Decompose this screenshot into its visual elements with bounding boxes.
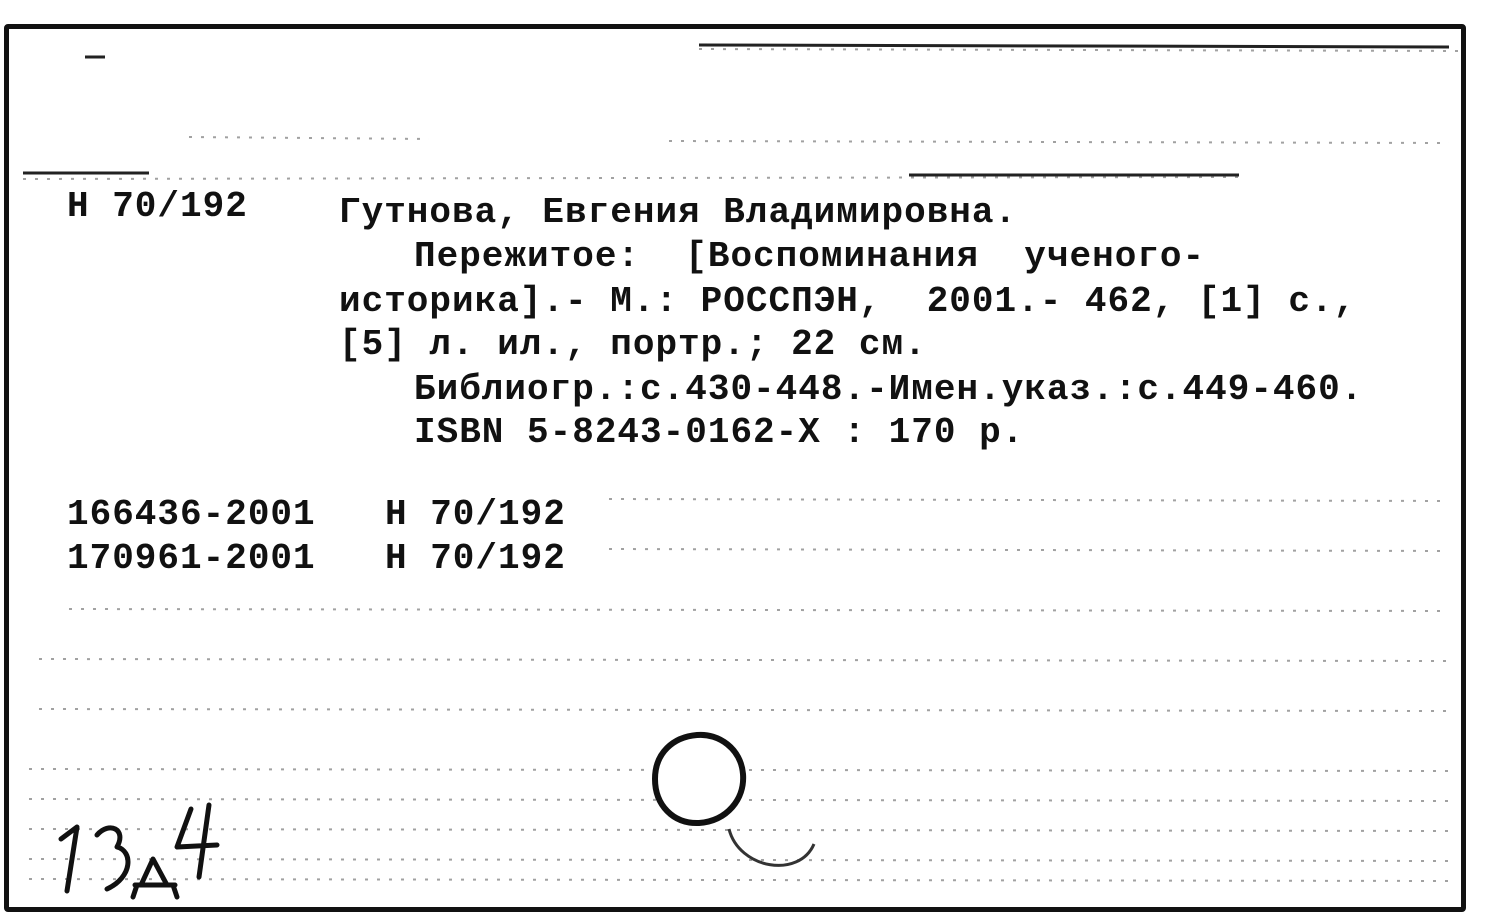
isbn-line: ISBN 5-8243-0162-X : 170 р. (414, 412, 1025, 453)
author-heading: Гутнова, Евгения Владимировна. (339, 192, 1018, 233)
title-line-3: [5] л. ил., портр.; 22 см. (339, 324, 927, 365)
handwritten-note (49, 799, 249, 909)
holding-inventory-1: 166436-2001 (67, 494, 316, 535)
holding-shelf-1: Н 70/192 (385, 494, 566, 535)
call-number: Н 70/192 (67, 186, 248, 227)
catalog-card (4, 24, 1466, 912)
holding-inventory-2: 170961-2001 (67, 538, 316, 579)
holding-shelf-2: Н 70/192 (385, 538, 566, 579)
hole-shadow-ring (709, 789, 829, 889)
bibliography-note: Библиогр.:с.430-448.-Имен.указ.:с.449-460. (414, 369, 1364, 410)
title-line-1: Пережитое: [Воспоминания ученого- (414, 236, 1206, 277)
title-line-2: историка].- М.: РОССПЭН, 2001.- 462, [1] с., (339, 281, 1357, 322)
